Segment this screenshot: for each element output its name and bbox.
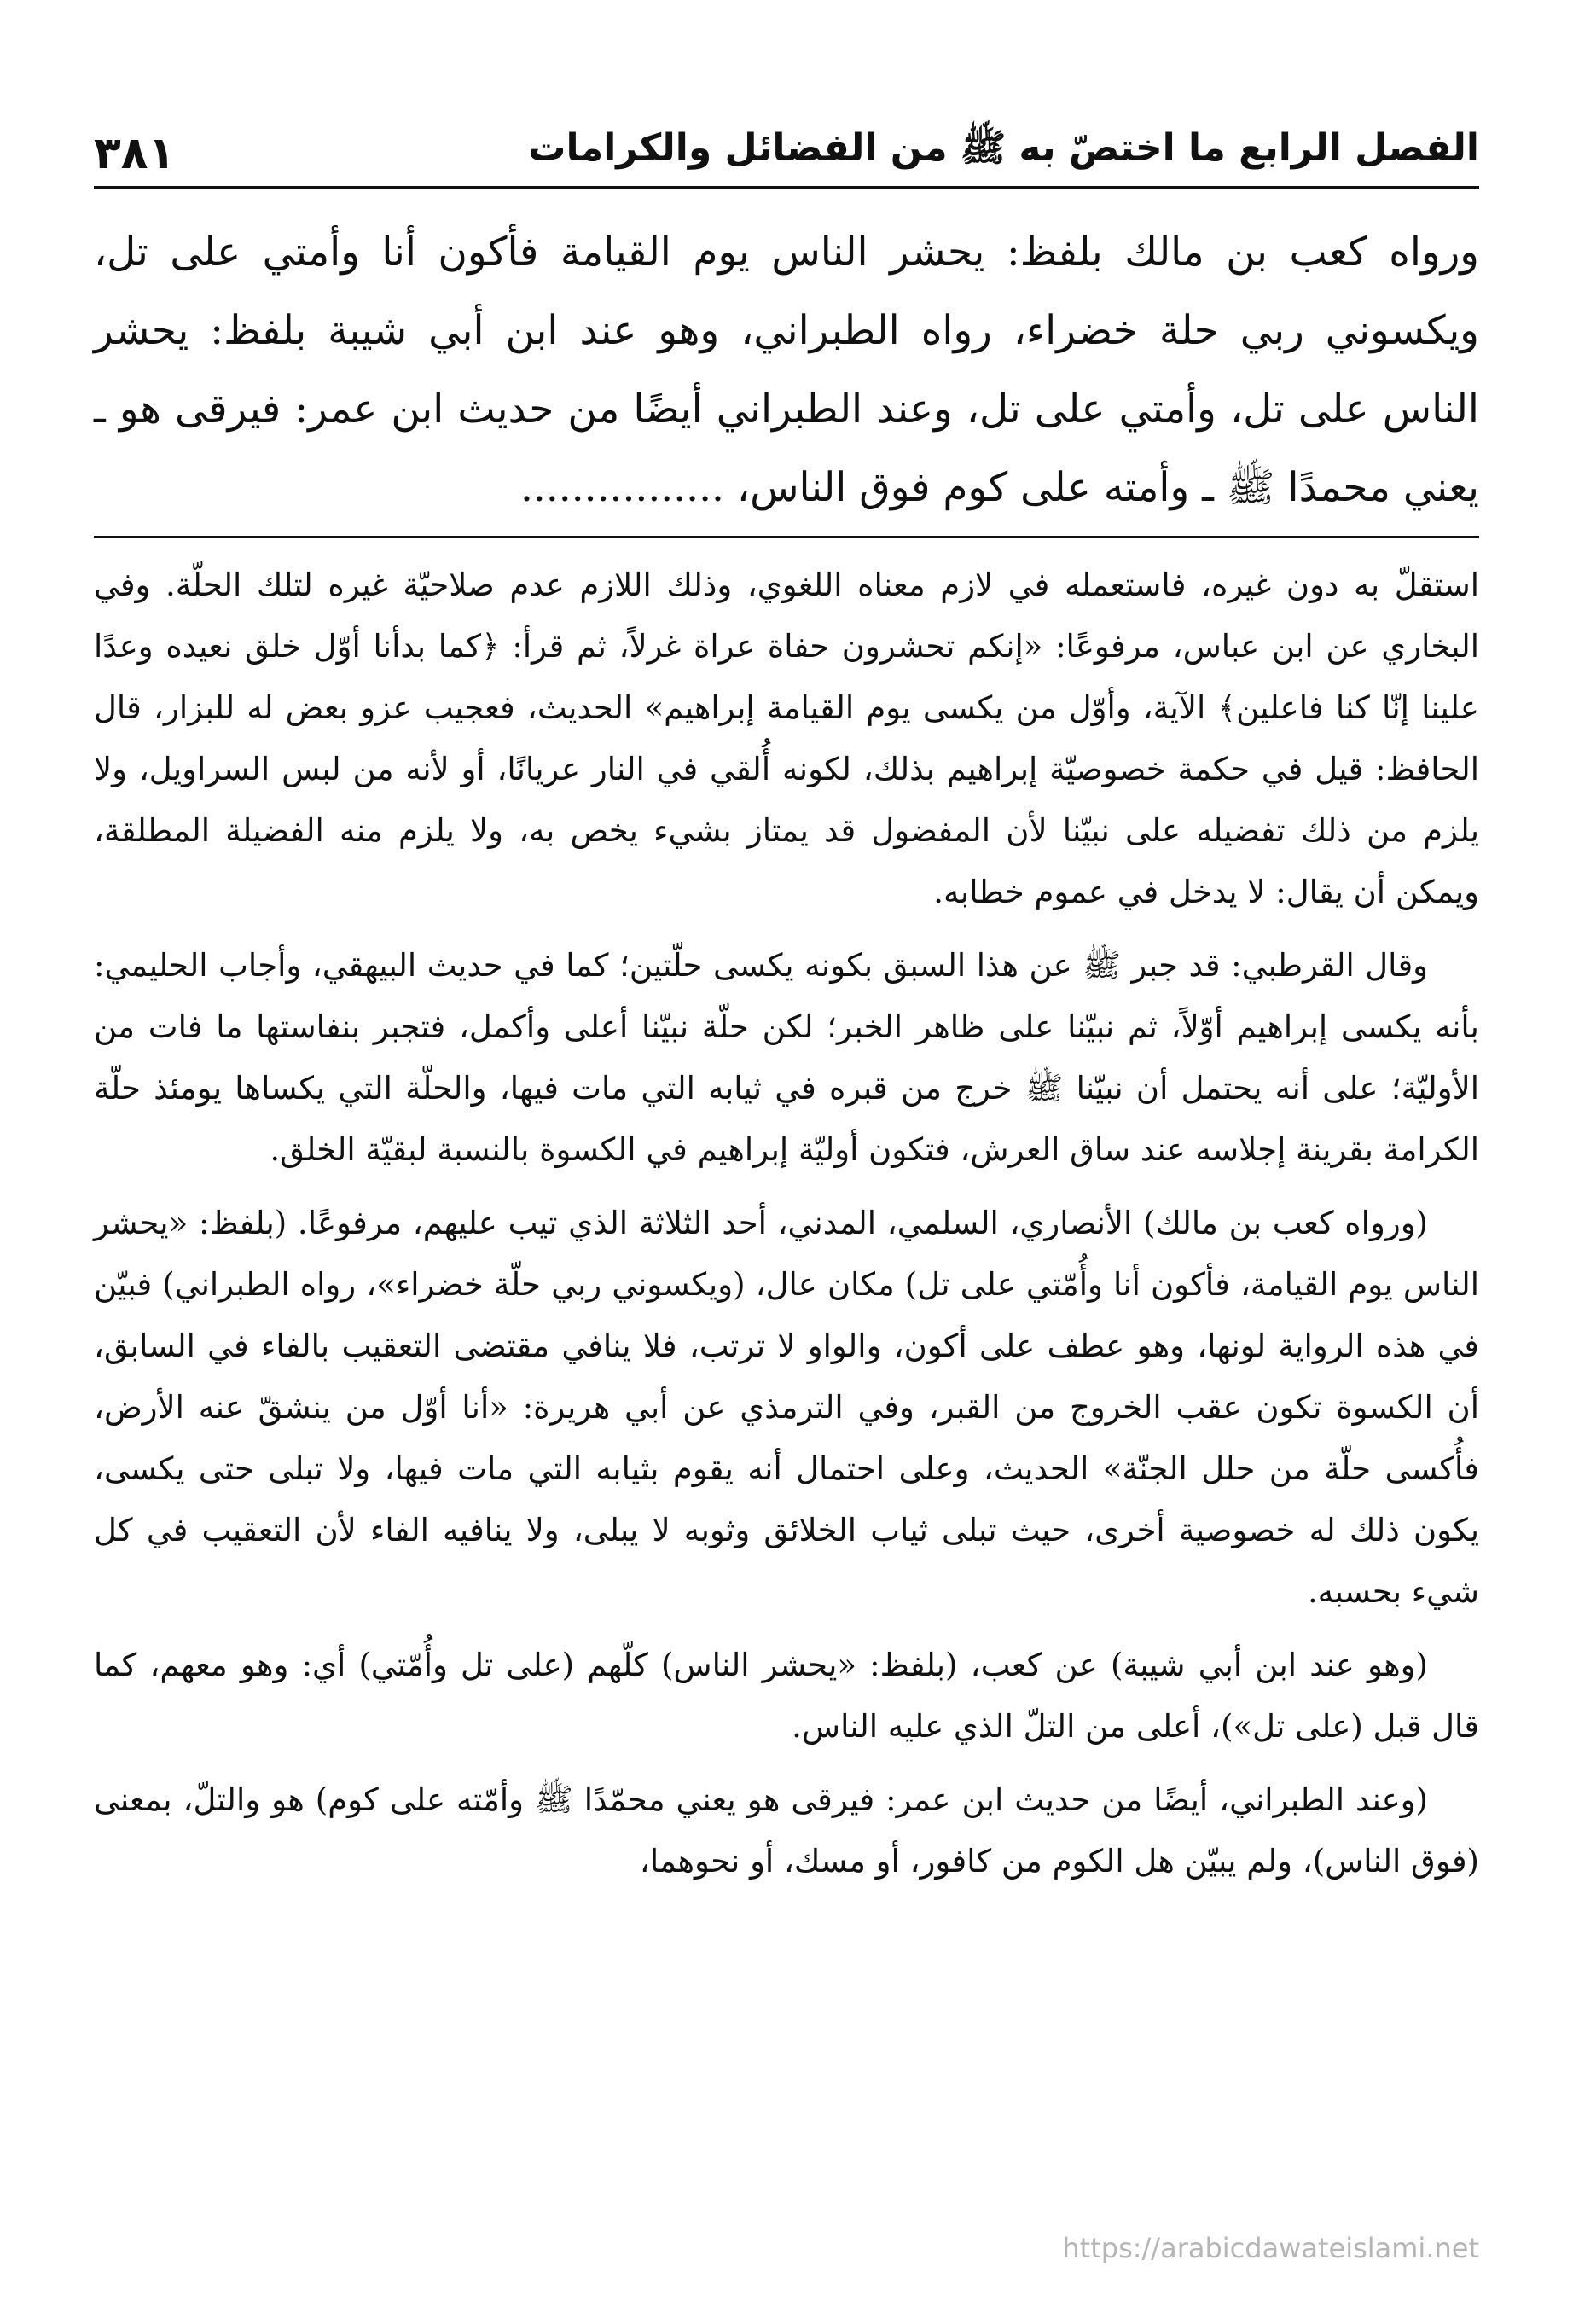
running-title: الفصل الرابع ما اختصّ به ﷺ من الفضائل والكرامات bbox=[528, 126, 1479, 170]
commentary-paragraph-1: استقلّ به دون غيره، فاستعمله في لازم معناه اللغوي، وذلك اللازم عدم صلاحيّة غيره لتلك الحلّة. وفي البخاري عن ابن عباس، مرفوعًا: «إنكم تحشرون حفاة عراة غرلاً، ثم قرأ: ﴿كما بدأنا أوّل خلق نعيده وعدًا علينا إنّا كنا فاعلين﴾ الآية، وأوّل من يكسى يوم القيامة إبراهيم» الحديث، فعجيب عزو بعض له للبزار، قال الحافظ: قيل في حكمة خصوصيّة إبراهيم بذلك، لكونه أُلقي في النار عريانًا، أو لأنه من لبس السراويل، ولا يلزم من ذلك تفضيله على نبيّنا لأن المفضول قد يمتاز بشيء يخص به، ولا يلزم منه الفضيلة المطلقة، ويمكن أن يقال: لا يدخل في عموم خطابه. bbox=[94, 566, 1479, 910]
page-number: ٣٨١ bbox=[94, 128, 176, 179]
commentary-paragraph-5: (وعند الطبراني، أيضًا من حديث ابن عمر: فيرقى هو يعني محمّدًا ﷺ وأمّته على كوم) هو والتلّ، بمعنى (فوق الناس)، ولم يبيّن هل الكوم من كافور، أو مسك، أو نحوهما، bbox=[94, 1781, 1479, 1880]
commentary-paragraph-2: وقال القرطبي: قد جبر ﷺ عن هذا السبق بكونه يكسى حلّتين؛ كما في حديث البيهقي، وأجاب الحليمي: بأنه يكسى إبراهيم أوّلاً، ثم نبيّنا على ظاهر الخبر؛ لكن حلّة نبيّنا أعلى وأكمل، فتجبر بنفاستها ما فات من الأوليّة؛ على أنه يحتمل أن نبيّنا ﷺ خرج من قبره في ثيابه التي مات فيها، والحلّة التي يكساها يومئذ حلّة الكرامة بقرينة إجلاسه عند ساق العرش، فتكون أوليّة إبراهيم في الكسوة بالنسبة لبقيّة الخلق. bbox=[94, 947, 1479, 1168]
page-header bbox=[94, 102, 1479, 179]
matn-paragraph: ورواه كعب بن مالك بلفظ: يحشر الناس يوم القيامة فأكون أنا وأمتي على تل، ويكسوني ربي حلة خضراء، رواه الطبراني، وهو عند ابن أبي شيبة بلفظ: يحشر الناس على تل، وأمتي على تل، وعند الطبراني أيضًا من حديث ابن عمر: فيرقى هو ـ يعني محمدًا ﷺ ـ وأمته على كوم فوق الناس، ................ bbox=[94, 229, 1479, 511]
commentary-block bbox=[94, 555, 1479, 1904]
header-rule bbox=[94, 186, 1479, 189]
matn-text-block bbox=[94, 213, 1479, 527]
commentary-paragraph-3: (ورواه كعب بن مالك) الأنصاري، السلمي، المدني، أحد الثلاثة الذي تيب عليهم، مرفوعًا. (بلفظ: «يحشر الناس يوم القيامة، فأكون أنا وأُمّتي على تل) مكان عال، (ويكسوني ربي حلّة خضراء»، رواه الطبراني) فبيّن في هذه الرواية لونها، وهو عطف على أكون، والواو لا ترتب، فلا ينافي مقتضى التعقيب بالفاء في السابق، أن الكسوة تكون عقب الخروج من القبر، وفي الترمذي عن أبي هريرة: «أنا أوّل من ينشقّ عنه الأرض، فأُكسى حلّة من حلل الجنّة» الحديث، وعلى احتمال أنه يقوم بثيابه التي مات فيها، ولا تبلى حتى يكسى، يكون ذلك له خصوصية أخرى، حيث تبلى ثياب الخلائق وثوبه لا يبلى، ولا ينافيه الفاء لأن التعقيب في كل شيء بحسبه. bbox=[94, 1205, 1479, 1610]
commentary-paragraph-4: (وهو عند ابن أبي شيبة) عن كعب، (بلفظ: «يحشر الناس) كلّهم (على تل وأُمّتي) أي: وهو معهم، كما قال قبل (على تل»)، أعلى من التلّ الذي عليه الناس. bbox=[94, 1647, 1479, 1745]
watermark-url: https://arabicdawateislami.net bbox=[1062, 2232, 1479, 2264]
matn-separator-rule bbox=[94, 536, 1479, 538]
